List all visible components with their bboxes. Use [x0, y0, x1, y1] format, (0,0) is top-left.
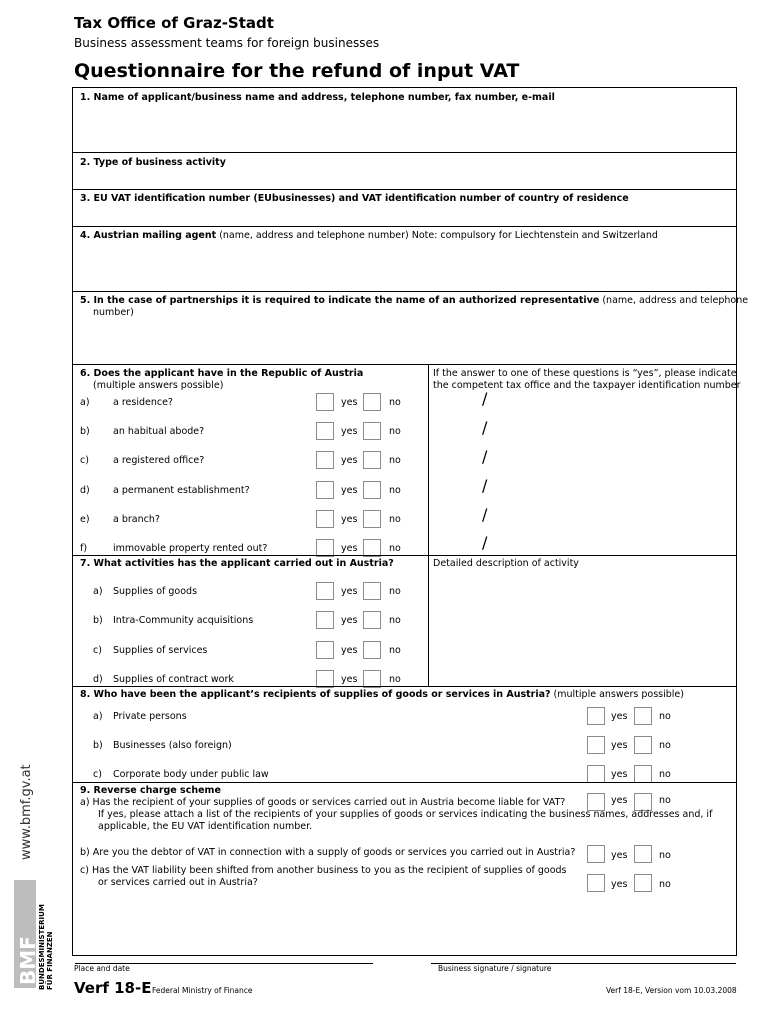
no-label: no: [389, 426, 401, 437]
bmf-logo-letters: BMF: [16, 936, 40, 985]
s6-d-slash: /: [482, 476, 488, 495]
s6-b-yes-checkbox[interactable]: [316, 422, 334, 440]
s6-e-label: a branch?: [113, 514, 160, 525]
section-3-label: 3. EU VAT identification number (EUbusinesses) and VAT identification number of country of residence: [80, 193, 629, 204]
s8-a-yes-checkbox[interactable]: [587, 707, 605, 725]
questionnaire-form: [72, 87, 749, 956]
section-2-field[interactable]: [73, 153, 736, 189]
s6-e-letter: e): [80, 514, 90, 525]
section-4-rest: (name, address and telephone number) Note: compulsory for Liechtenstein and Switzerland: [216, 230, 658, 241]
s6-a-no-checkbox[interactable]: [363, 393, 381, 411]
s8-b-letter: b): [93, 740, 103, 751]
signature-field[interactable]: [430, 935, 735, 961]
s8-b-yes-checkbox[interactable]: [587, 736, 605, 754]
s7-d-label: Supplies of contract work: [113, 674, 234, 685]
s6-a-label: a residence?: [113, 397, 173, 408]
section-5-rest: (name, address and telephone: [599, 295, 749, 306]
s6-e-slash: /: [482, 505, 488, 524]
s7-b-no-checkbox[interactable]: [363, 611, 381, 629]
section-2-label: 2. Type of business activity: [80, 157, 226, 168]
section-8-rest: (multiple answers possible): [550, 689, 684, 700]
yes-label: yes: [341, 674, 358, 685]
s9-b-yes-checkbox[interactable]: [587, 845, 605, 863]
s9-c-no-checkbox[interactable]: [634, 874, 652, 892]
no-label: no: [659, 850, 671, 861]
section-8-bold: 8. Who have been the applicant’s recipients of supplies of goods or services in Austria?: [80, 689, 551, 700]
s7-d-letter: d): [93, 674, 103, 685]
s6-b-no-checkbox[interactable]: [363, 422, 381, 440]
s7-c-letter: c): [93, 645, 102, 656]
s8-a-letter: a): [93, 711, 103, 722]
ministry-logo-text: [38, 904, 54, 990]
s6-a-yes-checkbox[interactable]: [316, 393, 334, 411]
yes-label: yes: [341, 397, 358, 408]
section-6-subtitle: (multiple answers possible): [93, 380, 224, 391]
logo-line-2: FÜR FINANZEN: [46, 931, 54, 990]
s6-e-no-checkbox[interactable]: [363, 510, 381, 528]
s8-b-label: Businesses (also foreign): [113, 740, 232, 751]
yes-label: yes: [341, 543, 358, 554]
yes-label: yes: [611, 740, 628, 751]
yes-label: yes: [341, 615, 358, 626]
s6-c-label: a registered office?: [113, 455, 205, 466]
office-subtitle: Business assessment teams for foreign businesses: [74, 36, 380, 50]
section-4-field[interactable]: [73, 227, 736, 291]
s7-b-yes-checkbox[interactable]: [316, 611, 334, 629]
s9-c-yes-checkbox[interactable]: [587, 874, 605, 892]
s6-d-label: a permanent establishment?: [113, 485, 250, 496]
s8-a-no-checkbox[interactable]: [634, 707, 652, 725]
yes-label: yes: [341, 645, 358, 656]
s6-f-slash: /: [482, 533, 488, 552]
s6-f-letter: f): [80, 543, 88, 554]
yes-label: yes: [611, 769, 628, 780]
s7-b-letter: b): [93, 615, 103, 626]
divider: [73, 364, 736, 365]
s7-c-yes-checkbox[interactable]: [316, 641, 334, 659]
section-7-description-label: Detailed description of activity: [433, 558, 579, 569]
section-7-title: 7. What activities has the applicant carried out in Austria?: [80, 558, 394, 569]
form-id: Verf 18-E: [74, 979, 152, 997]
signature-label: Business signature / signature: [438, 964, 552, 973]
place-date-field[interactable]: [74, 935, 372, 961]
no-label: no: [389, 543, 401, 554]
divider: [73, 555, 736, 556]
s7-a-letter: a): [93, 586, 103, 597]
section-5-bold: 5. In the case of partnerships it is required to indicate the name of an authorized representative: [80, 295, 600, 306]
divider: [73, 686, 736, 687]
s7-c-no-checkbox[interactable]: [363, 641, 381, 659]
no-label: no: [659, 795, 671, 806]
yes-label: yes: [341, 586, 358, 597]
yes-label: yes: [341, 485, 358, 496]
logo-line-1: BUNDESMINISTERIUM: [38, 904, 46, 990]
s6-c-no-checkbox[interactable]: [363, 451, 381, 469]
section-5-line2: number): [93, 307, 134, 318]
version-label: Verf 18-E, Version vom 10.03.2008: [606, 986, 737, 995]
page-title: Questionnaire for the refund of input VAT: [74, 60, 520, 82]
s6-b-label: an habitual abode?: [113, 426, 205, 437]
no-label: no: [659, 740, 671, 751]
place-date-label: Place and date: [74, 964, 130, 973]
s6-f-label: immovable property rented out?: [113, 543, 268, 554]
s6-d-no-checkbox[interactable]: [363, 481, 381, 499]
no-label: no: [389, 674, 401, 685]
no-label: no: [389, 455, 401, 466]
no-label: no: [389, 397, 401, 408]
s8-c-yes-checkbox[interactable]: [587, 765, 605, 783]
website-url: www.bmf.gv.at: [19, 764, 34, 860]
s8-a-label: Private persons: [113, 711, 187, 722]
no-label: no: [389, 586, 401, 597]
s6-d-yes-checkbox[interactable]: [316, 481, 334, 499]
s7-c-label: Supplies of services: [113, 645, 208, 656]
s8-c-no-checkbox[interactable]: [634, 765, 652, 783]
s6-a-letter: a): [80, 397, 90, 408]
s6-d-letter: d): [80, 485, 90, 496]
s6-e-yes-checkbox[interactable]: [316, 510, 334, 528]
s6-a-slash: /: [482, 389, 488, 408]
yes-label: yes: [611, 795, 628, 806]
s6-c-slash: /: [482, 447, 488, 466]
s7-b-label: Intra-Community acquisitions: [113, 615, 254, 626]
section-3-field[interactable]: [73, 190, 736, 226]
yes-label: yes: [611, 879, 628, 890]
s8-c-letter: c): [93, 769, 102, 780]
s6-c-yes-checkbox[interactable]: [316, 451, 334, 469]
section-8-label: [80, 689, 684, 701]
s6-b-letter: b): [80, 426, 90, 437]
s9-b-no-checkbox[interactable]: [634, 845, 652, 863]
yes-label: yes: [341, 514, 358, 525]
ministry-label: Federal Ministry of Finance: [152, 986, 253, 995]
s9-b-question: b) Are you the debtor of VAT in connection with a supply of goods or services you carried out in Austria?: [80, 847, 576, 858]
no-label: no: [389, 615, 401, 626]
section-1-label: 1. Name of applicant/business name and address, telephone number, fax number, e-mail: [80, 92, 555, 103]
s9-a-question: a) Has the recipient of your supplies of goods or services carried out in Austria become liable for VAT?: [80, 797, 566, 808]
activity-description-field[interactable]: [429, 572, 735, 684]
yes-label: yes: [341, 426, 358, 437]
s9-a-note-line1: If yes, please attach a list of the recipients of your supplies of goods or services indicating the business names, addresses and, if: [98, 809, 713, 820]
yes-label: yes: [341, 455, 358, 466]
s7-a-yes-checkbox[interactable]: [316, 582, 334, 600]
s6-c-letter: c): [80, 455, 89, 466]
no-label: no: [389, 485, 401, 496]
section-9-title: 9. Reverse charge scheme: [80, 785, 221, 796]
s8-b-no-checkbox[interactable]: [634, 736, 652, 754]
no-label: no: [389, 645, 401, 656]
section-4-bold: 4. Austrian mailing agent: [80, 230, 217, 241]
s9-a-note-line2: applicable, the EU VAT identification number.: [98, 821, 313, 832]
s8-c-label: Corporate body under public law: [113, 769, 269, 780]
divider: [73, 782, 736, 783]
section-6-note-line2: the competent tax office and the taxpayer identification number: [433, 380, 741, 391]
no-label: no: [659, 879, 671, 890]
no-label: no: [389, 514, 401, 525]
s6-b-slash: /: [482, 418, 488, 437]
s7-a-no-checkbox[interactable]: [363, 582, 381, 600]
no-label: no: [659, 711, 671, 722]
s9-c-question-line1: c) Has the VAT liability been shifted from another business to you as the recipient of supplies of goods: [80, 865, 567, 876]
section-6-title: 6. Does the applicant have in the Republic of Austria: [80, 368, 364, 379]
s7-a-label: Supplies of goods: [113, 586, 198, 597]
section-1-field[interactable]: [73, 88, 736, 152]
section-5-field[interactable]: [73, 292, 736, 364]
no-label: no: [659, 769, 671, 780]
section-6-note-line1: If the answer to one of these questions is “yes”, please indicate: [433, 368, 737, 379]
s9-c-question-line2: or services carried out in Austria?: [98, 877, 258, 888]
office-name: Tax Office of Graz-Stadt: [74, 14, 274, 32]
yes-label: yes: [611, 711, 628, 722]
yes-label: yes: [611, 850, 628, 861]
